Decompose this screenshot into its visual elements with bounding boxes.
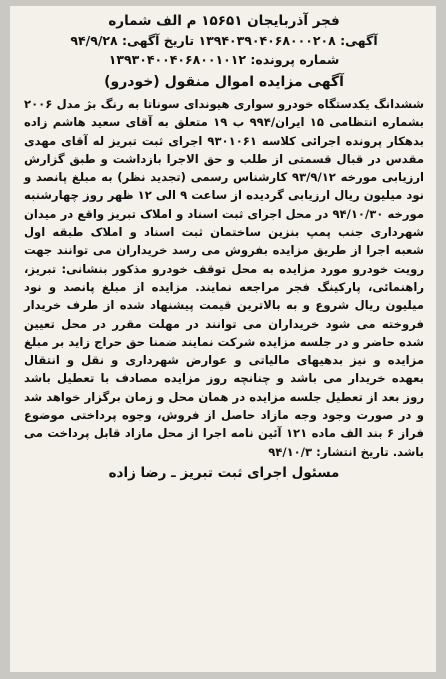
notice-body <box>24 95 424 461</box>
newspaper-notice <box>10 6 436 672</box>
notice-title: آگهی مزایده اموال منقول (خودرو) <box>104 74 344 90</box>
notice-body-text: ششدانگ یکدستگاه خودرو سواری هیوندای سوناتا به رنگ بژ مدل ۲۰۰۶ بشماره انتظامی ۱۵ ایران/۹۹۴ ب ۱۹ متعلق به آقای سعید هاشم زاده بدهکار پرونده اجرائی کلاسه ۹۳۰۱۰۶۱ اجرای ثبت تبریز له آقای مهدی مقدس در قبال قسمتی از طلب و حق الاجرا بازداشت و طبق گزارش ارزیابی مورخه ۹۳/۹/۱۲ کارشناس رسمی (تجدید نظر) به مبلغ پانصد و نود میلیون ریال ارزیابی گردیده از ساعت ۹ الی ۱۲ ظهر روز چهارشنبه مورخه ۹۴/۱۰/۳۰ در محل اجرای ثبت اسناد و املاک تبریز واقع در میدان شهرداری جنب پمپ بنزین ساختمان ثبت اسناد و املاک طبقه اول شعبه اجرا از طریق مزایده بفروش می رسد خریداران می توانند جهت رویت خودرو مورد مزایده به محل توقف خودرو مذکور بنشانی: تبریز، راهنمائی، پارکینگ فجر مراجعه نمایند. مزایده از مبلغ پانصد و نود میلیون ریال شروع و به بالاترین قیمت پیشنهاد شده از طرف خریدار فروخته می شود خریداران می توانند در مهلت مقرر در محل تعیین شده حاضر و در جلسه مزایده شرکت نمایند ضمنا حق حراج زاید بر مبلغ مزایده و نیز بدهیهای مالیاتی و عوارض شهرداری و نقل و انتقال بعهده خریدار می باشد و چنانچه روز مزایده مصادف با تعطیل باشد روز بعد از تعطیل جلسه مزایده در همان محل و زمان برگزار خواهد شد و در صورت وجود وجه مازاد حاصل از فروش، وجوه پرداختی موضوع فراز ۶ بند الف ماده ۱۲۱ آئین نامه اجرا از محل مازاد قابل پرداخت می باشد. <box>24 97 425 459</box>
notice-reference: فجر آذربایجان ۱۵۶۵۱ م الف شماره <box>108 13 340 29</box>
notice-number-date: آگهی: ۱۳۹۴۰۳۹۰۴۰۶۸۰۰۰۲۰۸ تاریخ آگهی: ۹۴/۹/۲۸ <box>70 33 378 48</box>
case-number: شماره پرونده: ۱۳۹۳۰۴۰۰۴۰۶۸۰۰۱۰۱۲ <box>108 52 340 67</box>
publish-date: تاریخ انتشار: ۹۴/۱۰/۳ <box>268 444 389 459</box>
signature: مسئول اجرای ثبت تبریز ـ رضا زاده <box>108 464 340 481</box>
